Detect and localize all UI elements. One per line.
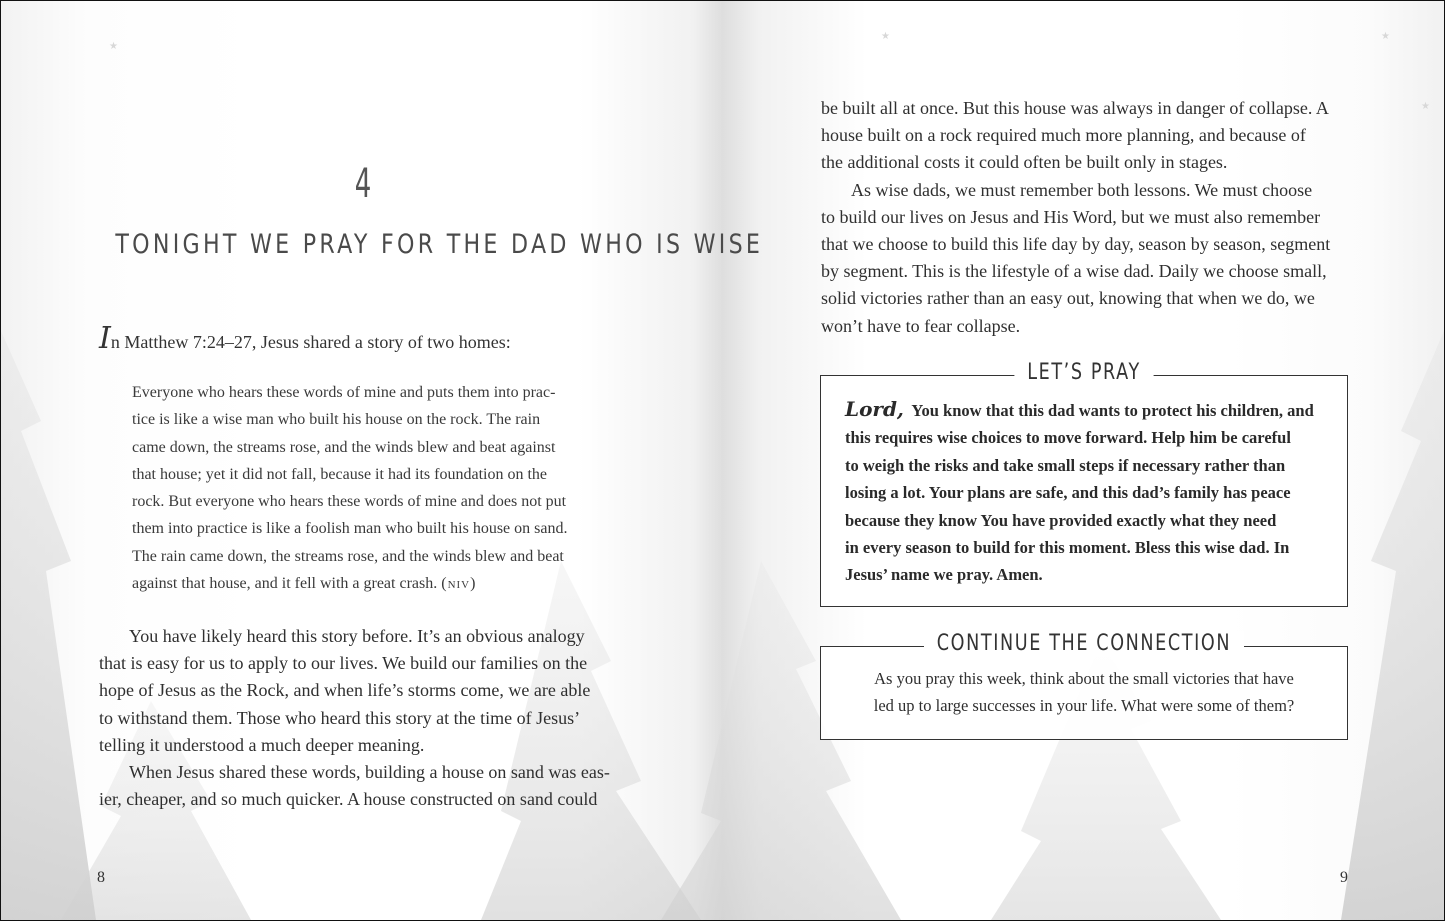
body-text (821, 95, 1349, 340)
prayer-line: in every season to build for this moment. Bless this wise dad. In (845, 538, 1290, 558)
body-line: to withstand them. Those who heard this story at the time of Jesus’ (99, 707, 581, 728)
star-icon: ★ (109, 41, 118, 52)
prayer-line: to weigh the risks and take small steps if necessary rather than (845, 455, 1286, 475)
prayer-line: this requires wise choices to move forward. Help him be careful (845, 428, 1291, 448)
quote-line: them into practice is like a foolish man who built his house on sand. (132, 520, 568, 538)
star-icon: ★ (1381, 31, 1390, 42)
quote-line: Everyone who hears these words of mine and puts them into prac- (132, 384, 556, 401)
quote-line: tice is like a wise man who built his house on the rock. The rain (132, 411, 541, 429)
continue-connection-box (820, 631, 1348, 740)
chapter-number: 4 (354, 161, 372, 207)
prayer-text (845, 396, 1321, 589)
body-line: ier, cheaper, and so much quicker. A house constructed on sand could (99, 789, 598, 810)
body-text (99, 623, 627, 813)
body-line: that is easy for us to apply to our lives. We build our families on the (99, 653, 588, 674)
quote-line: rock. But everyone who hears these words of mine and does not put (132, 493, 567, 511)
prayer-line: Jesus’ name we pray. Amen. (845, 565, 1043, 585)
body-line: to build our lives on Jesus and His Word, but we must also remember (821, 206, 1321, 227)
chapter-title: TONIGHT WE PRAY FOR THE DAD WHO IS WISE (115, 229, 764, 260)
intro-paragraph (99, 321, 511, 356)
body-line: that we choose to build this life day by day, season by season, segment (821, 234, 1331, 255)
body-line: the additional costs it could often be built only in stages. (821, 152, 1228, 173)
body-line: You have likely heard this story before. It’s an obvious analogy (129, 626, 585, 646)
lets-pray-box (820, 360, 1348, 607)
lets-pray-heading: LET’S PRAY (1014, 360, 1153, 385)
connection-line: led up to large successes in your life. What were some of them? (873, 696, 1295, 716)
prayer-line: because they know You have provided exactly what they need (845, 510, 1277, 530)
quote-last-line: against that house, and it fell with a great crash. (132, 575, 442, 593)
body-line: When Jesus shared these words, building a house on sand was eas- (129, 762, 610, 783)
scripture-quote (132, 379, 592, 597)
body-line: by segment. This is the lifestyle of a wise dad. Daily we choose small, (821, 261, 1327, 282)
body-line: be built all at once. But this house was always in danger of collapse. A (821, 98, 1329, 118)
quote-line: came down, the streams rose, and the winds blew and beat against (132, 438, 556, 456)
page-number: 8 (97, 869, 105, 886)
intro-text: n Matthew 7:24–27, Jesus shared a story of two homes: (110, 332, 511, 352)
quote-line: The rain came down, the streams rose, and the winds blew and beat (132, 547, 564, 565)
star-icon: ★ (1421, 101, 1430, 112)
page-number: 9 (1340, 869, 1348, 886)
body-line: won’t have to fear collapse. (821, 315, 1021, 336)
prayer-line (845, 396, 1321, 424)
quote-citation: (niv) (441, 575, 477, 593)
prayer-line: losing a lot. Your plans are safe, and this dad’s family has peace (845, 483, 1291, 503)
right-page (723, 1, 1444, 920)
connection-text (821, 665, 1347, 720)
prayer-first-line: You know that this dad wants to protect his children, and (911, 401, 1314, 420)
prayer-lead-word: Lord, (845, 397, 904, 421)
body-line: hope of Jesus as the Rock, and when life’s storms come, we are able (99, 680, 591, 701)
body-line: house built on a rock required much more planning, and because of (821, 125, 1306, 146)
quote-line (132, 570, 592, 597)
continue-connection-heading-wrap (821, 631, 1347, 656)
lets-pray-heading-wrap (821, 360, 1347, 385)
star-icon: ★ (881, 31, 890, 42)
body-line: telling it understood a much deeper meaning. (99, 734, 425, 755)
connection-line: As you pray this week, think about the small victories that have (874, 669, 1294, 688)
body-line: As wise dads, we must remember both lessons. We must choose (851, 179, 1313, 200)
continue-connection-heading: CONTINUE THE CONNECTION (924, 631, 1244, 656)
left-page (1, 1, 764, 920)
drop-cap: I (99, 321, 111, 356)
body-line: solid victories rather than an easy out, knowing that when we do, we (821, 288, 1315, 309)
quote-line: that house; yet it did not fall, because it had its foundation on the (132, 465, 548, 483)
